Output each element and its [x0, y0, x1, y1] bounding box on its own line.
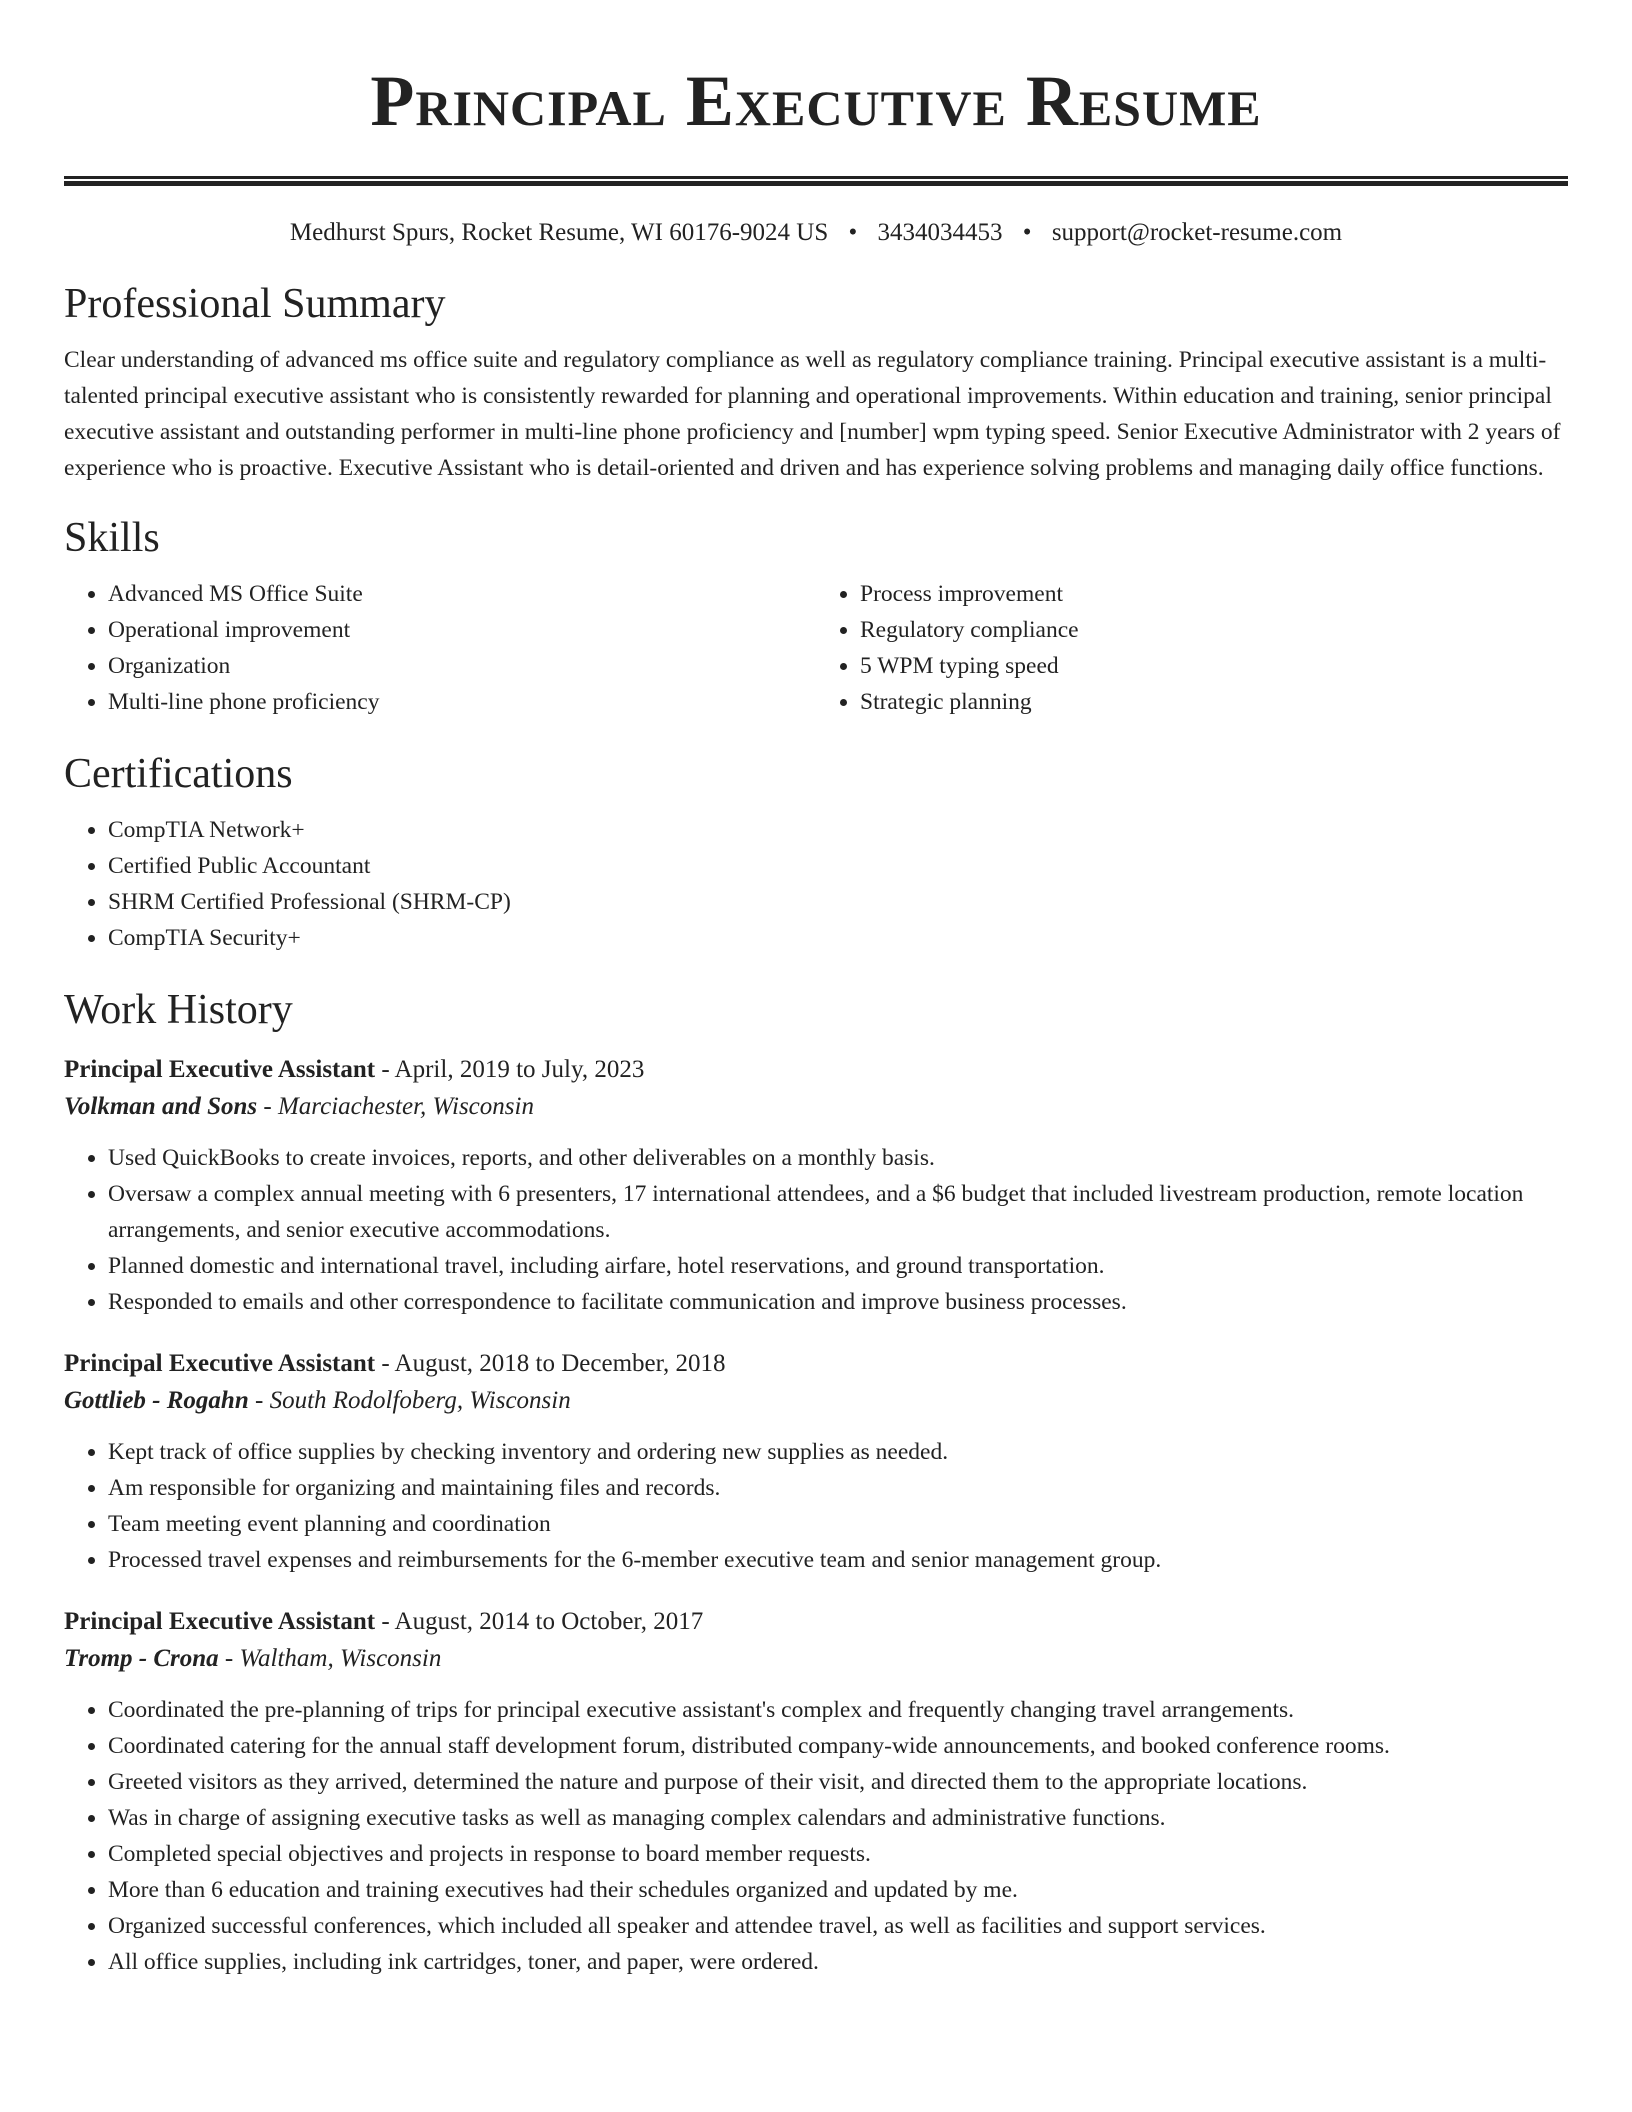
- certification-item: • SHRM Certified Professional (SHRM-CP): [108, 884, 1568, 920]
- job-company-line: [64, 1088, 1568, 1126]
- contact-phone: 3434034453: [877, 219, 1003, 246]
- skill-item: • Multi-line phone proficiency: [108, 684, 816, 720]
- job-duty: • Processed travel expenses and reimbursements for the 6-member executive team and senior management group.: [108, 1542, 1568, 1578]
- skills-column-left: [64, 576, 816, 720]
- job-entry: [64, 1346, 1568, 1578]
- skill-item: • Advanced MS Office Suite: [108, 576, 816, 612]
- summary-heading: Professional Summary: [64, 281, 446, 327]
- certifications-heading: Certifications: [64, 751, 293, 797]
- resume-title: Principal Executive Resume: [370, 61, 1262, 141]
- job-entry: [64, 1604, 1568, 1980]
- job-title: Principal Executive Assistant: [64, 1350, 376, 1377]
- contact-separator: •: [1022, 219, 1032, 246]
- skill-item: • Process improvement: [860, 576, 1568, 612]
- contact-line: [64, 216, 1568, 250]
- job-duties-list: [64, 1140, 1568, 1320]
- job-duty: • Team meeting event planning and coordination: [108, 1506, 1568, 1542]
- job-company: Tromp - Crona: [64, 1645, 219, 1672]
- job-location: - Marciachester, Wisconsin: [257, 1093, 534, 1120]
- job-duty: • Organized successful conferences, which included all speaker and attendee travel, as well as facilities and support services.: [108, 1908, 1568, 1944]
- job-duty: • Planned domestic and international travel, including airfare, hotel reservations, and ground transportation.: [108, 1248, 1568, 1284]
- job-title: Principal Executive Assistant: [64, 1056, 376, 1083]
- summary-text: Clear understanding of advanced ms office suite and regulatory compliance as well as regulatory compliance training. Principal executive assistant is a multi-talented principal executive assistant who is consistently rewarded for planning and operational improvements. Within education and training, senior principal executive assistant and outstanding performer in multi-line phone proficiency and [number] wpm typing speed. Senior Executive Administrator with 2 years of experience who is proactive. Executive Assistant who is detail-oriented and driven and has experience solving problems and managing daily office functions.: [64, 347, 1561, 481]
- skill-item: • Organization: [108, 648, 816, 684]
- job-title-line: [64, 1604, 1568, 1640]
- job-duty: • Greeted visitors as they arrived, determined the nature and purpose of their visit, and directed them to the appropriate locations.: [108, 1764, 1568, 1800]
- skill-item: • Operational improvement: [108, 612, 816, 648]
- job-duty: • Completed special objectives and projects in response to board member requests.: [108, 1836, 1568, 1872]
- job-duty: • Kept track of office supplies by checking inventory and ordering new supplies as needed.: [108, 1434, 1568, 1470]
- job-duty: • Used QuickBooks to create invoices, reports, and other deliverables on a monthly basis.: [108, 1140, 1568, 1176]
- job-duties-list: [64, 1692, 1568, 1980]
- skill-item: • Regulatory compliance: [860, 612, 1568, 648]
- skills-column-right: [816, 576, 1568, 720]
- job-location: - Waltham, Wisconsin: [218, 1645, 442, 1672]
- job-duty: • Coordinated catering for the annual staff development forum, distributed company-wide announcements, and booked conference rooms.: [108, 1728, 1568, 1764]
- job-company: Gottlieb - Rogahn: [64, 1387, 249, 1414]
- job-duty: • More than 6 education and training executives had their schedules organized and updated by me.: [108, 1872, 1568, 1908]
- skill-item: • 5 WPM typing speed: [860, 648, 1568, 684]
- job-title-line: [64, 1346, 1568, 1382]
- contact-address: Medhurst Spurs, Rocket Resume, WI 60176-9024 US: [289, 219, 829, 246]
- job-company-line: [64, 1640, 1568, 1678]
- contact-email: support@rocket-resume.com: [1051, 219, 1343, 246]
- job-duty: • Oversaw a complex annual meeting with 6 presenters, 17 international attendees, and a $6 budget that included livestream production, remote location arrangements, and senior executive accommodations.: [108, 1176, 1568, 1248]
- skills-list: [64, 576, 1568, 720]
- title-double-rule: [64, 176, 1568, 186]
- job-duties-list: [64, 1434, 1568, 1578]
- job-duty: • Am responsible for organizing and maintaining files and records.: [108, 1470, 1568, 1506]
- job-location: - South Rodolfoberg, Wisconsin: [248, 1387, 571, 1414]
- job-title-line: [64, 1052, 1568, 1088]
- job-title: Principal Executive Assistant: [64, 1608, 376, 1635]
- work-history-heading: Work History: [64, 987, 293, 1033]
- job-duty: • Was in charge of assigning executive tasks as well as managing complex calendars and administrative functions.: [108, 1800, 1568, 1836]
- job-dates: - August, 2014 to October, 2017: [375, 1608, 704, 1635]
- skill-item: • Strategic planning: [860, 684, 1568, 720]
- certification-item: • Certified Public Accountant: [108, 848, 1568, 884]
- certifications-list: [64, 812, 1568, 956]
- job-company-line: [64, 1382, 1568, 1420]
- certification-item: • CompTIA Network+: [108, 812, 1568, 848]
- job-duty: • Responded to emails and other correspondence to facilitate communication and improve business processes.: [108, 1284, 1568, 1320]
- job-company: Volkman and Sons: [64, 1093, 258, 1120]
- job-dates: - April, 2019 to July, 2023: [375, 1056, 645, 1083]
- contact-separator: •: [848, 219, 858, 246]
- job-entry: [64, 1052, 1568, 1320]
- job-duty: • Coordinated the pre-planning of trips for principal executive assistant's complex and frequently changing travel arrangements.: [108, 1692, 1568, 1728]
- certification-item: • CompTIA Security+: [108, 920, 1568, 956]
- job-dates: - August, 2018 to December, 2018: [375, 1350, 726, 1377]
- job-duty: • All office supplies, including ink cartridges, toner, and paper, were ordered.: [108, 1944, 1568, 1980]
- skills-heading: Skills: [64, 515, 160, 561]
